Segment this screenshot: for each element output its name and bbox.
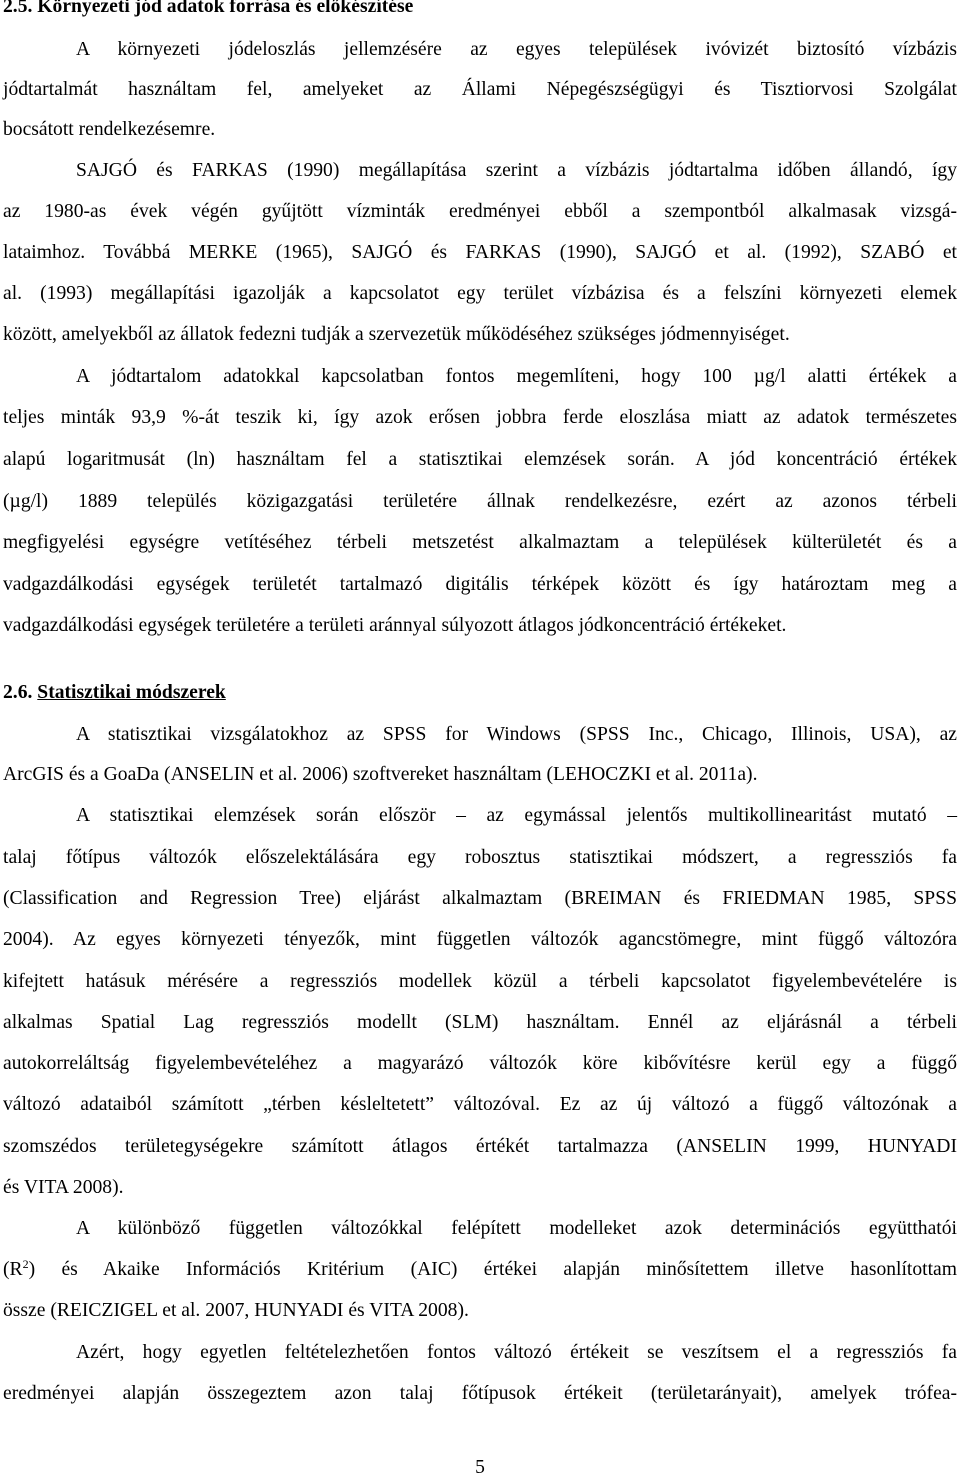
text-line: (µg/l) 1889 település közigazgatási területére állnak rendelkezésre, ezért az azonos térbeli (3, 491, 957, 512)
text-line: A statisztikai vizsgálatokhoz az SPSS for Windows (SPSS Inc., Chicago, Illinois, USA), az (76, 724, 957, 745)
text-line: talaj főtípus változók előszelektálására egy robosztus statisztikai módszert, a regressziós fa (3, 847, 957, 868)
text-line: SAJGÓ és FARKAS (1990) megállapítása szerint a vízbázis jódtartalma időben állandó, így (76, 160, 957, 181)
text-line: al. (1993) megállapítási igazolják a kapcsolatot egy terület vízbázisa és a felszíni környezeti elemek (3, 283, 957, 304)
text-line: alkalmas Spatial Lag regressziós modellt (SLM) használtam. Ennél az eljárásnál a térbeli (3, 1012, 957, 1033)
section-heading-2-6 (3, 680, 957, 706)
text-line: vadgazdálkodási egységek területére a területi aránnyal súlyozott átlagos jódkoncentráció értékeket. (3, 615, 787, 636)
page-number: 5 (475, 1457, 485, 1478)
text-line: megfigyelési egységre vetítéséhez térbeli metszetést alkalmaztam a települések külterületét és a (3, 532, 957, 553)
text-line: az 1980-as évek végén gyűjtött vízminták eredményei ebből a szempontból alkalmasak vizsgá- (3, 201, 957, 222)
text-line: jódtartalmát használtam fel, amelyeket az Állami Népegészségügyi és Tisztiorvosi Szolgálat (3, 79, 957, 100)
section-title: Környezeti jód adatok forrása és előkészítése (37, 0, 414, 17)
r-squared-rest: ) és Akaike Információs Kritérium (AIC) értékei alapján minősítettem illetve hasonlítottam (28, 1259, 957, 1280)
section-number: 2.5. (3, 0, 33, 17)
text-line: és VITA 2008). (3, 1177, 124, 1198)
text-line: alapú logaritmusát (ln) használtam fel a statisztikai elemzések során. A jód koncentráció értékek (3, 449, 957, 470)
text-line: A statisztikai elemzések során először – az egymással jelentős multikollinearitást mutató – (76, 805, 957, 826)
text-line: A környezeti jódeloszlás jellemzésére az egyes települések ivóvizét biztosító vízbázis (76, 39, 957, 60)
text-line: kifejtett hatásuk mérésére a regressziós modellek közül a térbeli kapcsolatot figyelembevételére is (3, 971, 957, 992)
text-line (3, 1257, 957, 1283)
text-line: autokorreláltság figyelembevételéhez a magyarázó változók köre kibővítésre kerül egy a függő (3, 1053, 957, 1074)
text-line: A különböző független változókkal felépített modelleket azok determinációs együtthatói (76, 1218, 957, 1239)
section-number: 2.6. (3, 682, 33, 703)
text-line: Azért, hogy egyetlen feltételezhetően fontos változó értékeit se veszítsem el a regressziós fa (76, 1342, 957, 1363)
text-line: össze (REICZIGEL et al. 2007, HUNYADI és VITA 2008). (3, 1300, 469, 1321)
text-line: lataimhoz. Továbbá MERKE (1965), SAJGÓ és FARKAS (1990), SAJGÓ et al. (1992), SZABÓ et (3, 242, 957, 263)
text-line: teljes minták 93,9 %-át teszik ki, így azok erősen jobbra ferde eloszlása miatt az adatok természetes (3, 407, 957, 428)
text-line: (Classification and Regression Tree) eljárást alkalmaztam (BREIMAN és FRIEDMAN 1985, SPSS (3, 888, 957, 909)
text-line: között, amelyekből az állatok fedezni tudják a szervezetük működéséhez szükséges jódmennyiséget. (3, 324, 790, 345)
text-line: eredményei alapján összegeztem azon talaj főtípusok értékeit (területarányait), amelyek trófea- (3, 1383, 957, 1404)
section-title: Statisztikai módszerek (37, 682, 226, 703)
text-line: változó adataiból számított „térben késleltetett” változóval. Ez az új változó a függő változónak a (3, 1094, 957, 1115)
text-line: ArcGIS és a GoaDa (ANSELIN et al. 2006) szoftvereket használtam (LEHOCZKI et al. 2011a). (3, 764, 758, 785)
text-line: vadgazdálkodási egységek területét tartalmazó digitális térképek között és így határoztam meg a (3, 574, 957, 595)
text-line: 2004). Az egyes környezeti tényezők, mint független változók agancstömegre, mint függő változóra (3, 929, 957, 950)
text-line: A jódtartalom adatokkal kapcsolatban fontos megemlíteni, hogy 100 µg/l alatti értékek a (76, 366, 957, 387)
section-heading-2-5 (3, 0, 957, 20)
r-squared-open: (R (3, 1259, 23, 1280)
text-line: bocsátott rendelkezésemre. (3, 119, 216, 140)
text-line: szomszédos területegységekre számított átlagos értékét tartalmazza (ANSELIN 1999, HUNYADI (3, 1136, 957, 1157)
r-squared-exponent: 2 (22, 1257, 29, 1271)
